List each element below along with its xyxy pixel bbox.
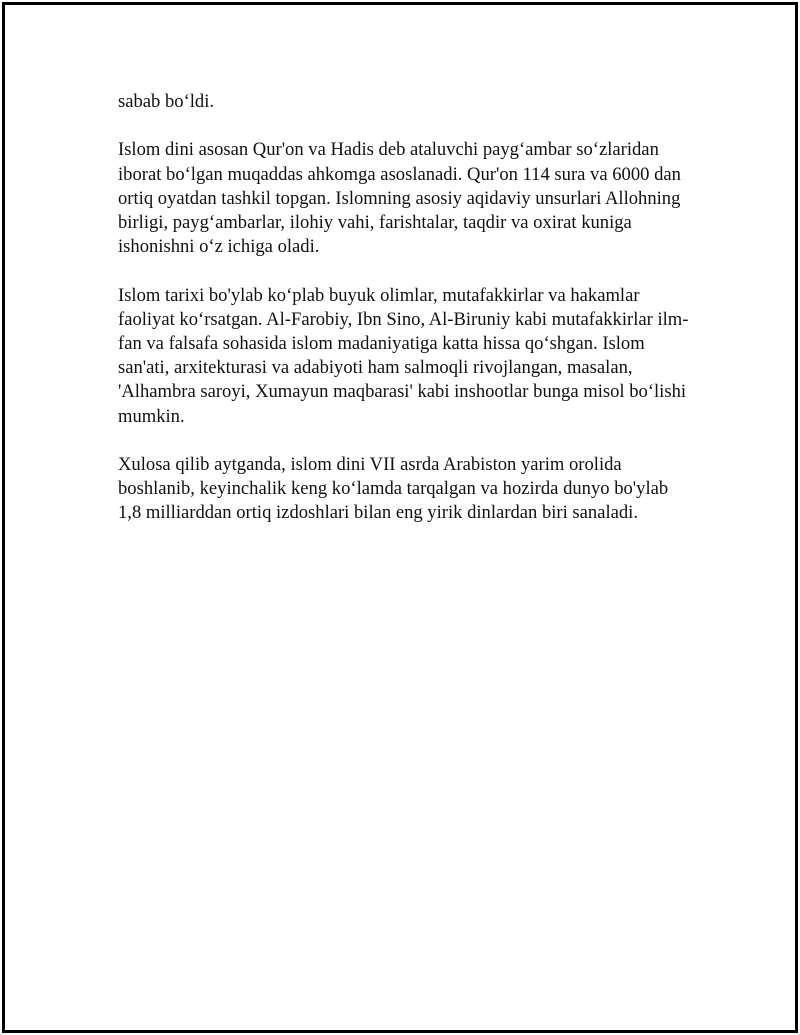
paragraph-history: Islom tarixi bo'ylab ko‘plab buyuk olimlar, mutafakkirlar va hakamlar faoliyat ko‘rsatgan. Al-Farobiy, Ibn Sino, Al-Biruniy kabi mutafakkirlar ilm-fan va falsafa sohasida islom madaniyatiga katta hissa qo‘shgan. Islom san'ati, arxitekturasi va adabiyoti ham salmoqli rivojlangan, masalan, 'Alhambra saroyi, Xumayun maqbarasi' kabi inshootlar bunga misol bo‘lishi mumkin. [118, 284, 689, 427]
paragraph-conclusion: Xulosa qilib aytganda, islom dini VII asrda Arabiston yarim orolida boshlanib, keyinchalik keng ko‘lamda tarqalgan va hozirda dunyo bo'ylab 1,8 milliarddan ortiq izdoshlari bilan eng yirik dinlardan biri sanaladi. [118, 454, 669, 524]
paragraph-sources: Islom dini asosan Qur'on va Hadis deb ataluvchi payg‘ambar so‘zlaridan iborat bo‘lgan muqaddas ahkomga asoslanadi. Qur'on 114 sura va 6000 dan ortiq oyatdan tashkil topgan. Islomning asosiy aqidaviy unsurlari Allohning birligi, payg‘ambarlar, ilohiy vahi, farishtalar, taqdir va oxirat kuniga ishonishni o‘z ichiga oladi. [118, 139, 681, 258]
document-body [118, 90, 690, 550]
paragraph-continuation: sabab bo‘ldi. [118, 91, 215, 112]
